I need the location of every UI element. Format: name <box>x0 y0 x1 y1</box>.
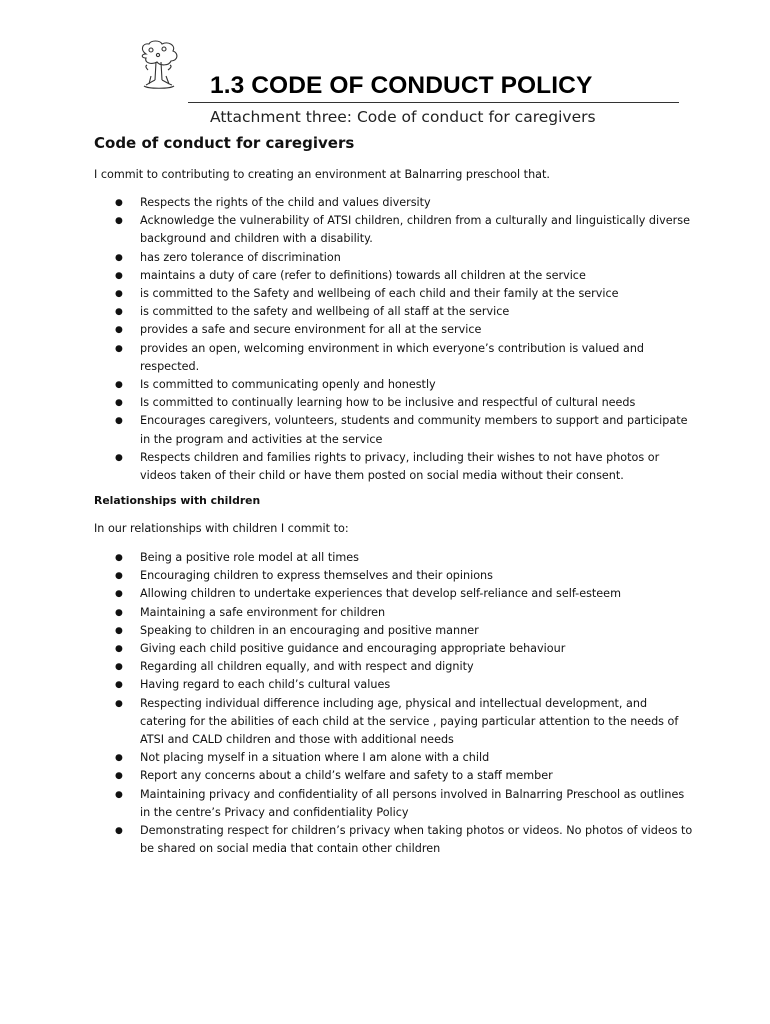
list-item: ● Regarding all children equally, and with respect and dignity <box>94 658 694 676</box>
bullet-icon: ● <box>115 343 123 354</box>
list-item: ● maintains a duty of care (refer to definitions) towards all children at the service <box>94 267 694 285</box>
bullet-icon: ● <box>115 398 123 409</box>
bullet-icon: ● <box>115 789 123 800</box>
list-item: ● provides an open, welcoming environment in which everyone’s contribution is valued and respected. <box>115 341 645 373</box>
bullet-icon: ● <box>115 216 123 227</box>
list-item: ● Encourages caregivers, volunteers, students and community members to support and participate in the program and activities at the service <box>115 414 688 446</box>
relationships-commitments-list <box>94 549 694 858</box>
bullet-icon: ● <box>115 307 123 318</box>
bullet-icon: ● <box>115 553 123 563</box>
bullet-icon: ● <box>115 252 123 263</box>
list-item: ● Encouraging children to express themselves and their opinions <box>94 567 694 585</box>
list-item: ● Is committed to continually learning how to be inclusive and respectful of cultural needs <box>94 394 694 412</box>
bullet-icon: ● <box>115 380 123 391</box>
bullet-icon: ● <box>115 771 123 782</box>
bullet-icon: ● <box>115 289 123 300</box>
list-item: ● provides a safe and secure environment for all at the service <box>94 321 694 339</box>
list-item: ● Respects children and families rights to privacy, including their wishes to not have photos or videos taken of their child or have them posted on social media without their consent. <box>115 450 660 483</box>
bullet-icon: ● <box>115 644 123 655</box>
caregiver-commitments-list <box>94 194 694 485</box>
bullet-icon: ● <box>115 625 123 636</box>
list-item: ● Maintaining privacy and confidentiality of all persons involved in Balnarring Preschool as outlines in the centre’s Privacy and confidentiality Policy <box>115 787 685 819</box>
title-underline <box>188 102 679 103</box>
list-item: ● Is committed to communicating openly and honestly <box>94 376 694 394</box>
section-intro: I commit to contributing to creating an environment at Balnarring preschool that. <box>94 168 550 181</box>
relationships-intro: In our relationships with children I commit to: <box>94 522 349 535</box>
list-item: ● has zero tolerance of discrimination <box>94 249 694 267</box>
list-item: ● Giving each child positive guidance and encouraging appropriate behaviour <box>94 640 694 658</box>
bullet-icon: ● <box>115 416 123 427</box>
page-subtitle: Attachment three: Code of conduct for caregivers <box>210 108 596 126</box>
list-item: ● is committed to the Safety and wellbeing of each child and their family at the service <box>94 285 694 303</box>
bullet-icon: ● <box>115 571 123 582</box>
bullet-icon: ● <box>115 198 123 208</box>
list-item: ● Acknowledge the vulnerability of ATSI children, children from a culturally and linguistically diverse background and children with a disability. <box>115 214 690 246</box>
list-item: ● Respecting individual difference including age, physical and intellectual development, and catering for the abilities of each child at the service , paying particular attention to the needs of ATSI and CALD children and those with additional needs <box>115 696 679 747</box>
list-item: ● Report any concerns about a child’s welfare and safety to a staff member <box>94 767 694 785</box>
list-item: ● Having regard to each child’s cultural values <box>94 676 694 694</box>
bullet-icon: ● <box>115 607 123 618</box>
list-item: ● Allowing children to undertake experiences that develop self-reliance and self-esteem <box>94 585 694 603</box>
bullet-icon: ● <box>115 753 123 764</box>
preschool-tree-logo-icon <box>136 40 182 96</box>
list-item: ● Demonstrating respect for children’s privacy when taking photos or videos. No photos of videos to be shared on social media that contain other children <box>115 824 693 856</box>
list-item: ● Not placing myself in a situation where I am alone with a child <box>94 749 694 767</box>
bullet-icon: ● <box>115 698 123 709</box>
list-item: ● Speaking to children in an encouraging and positive manner <box>94 622 694 640</box>
bullet-icon: ● <box>115 826 123 837</box>
bullet-icon: ● <box>115 680 123 691</box>
list-item: ● is committed to the safety and wellbeing of all staff at the service <box>94 303 694 321</box>
bullet-icon: ● <box>115 452 123 463</box>
relationships-heading: Relationships with children <box>94 494 261 507</box>
list-item: ● Being a positive role model at all times <box>94 549 694 567</box>
bullet-icon: ● <box>115 270 123 281</box>
list-item: ● Respects the rights of the child and values diversity <box>94 194 694 212</box>
list-item: ● Maintaining a safe environment for children <box>94 604 694 622</box>
bullet-icon: ● <box>115 662 123 673</box>
bullet-icon: ● <box>115 589 123 600</box>
bullet-icon: ● <box>115 325 123 336</box>
section-heading: Code of conduct for caregivers <box>94 134 355 152</box>
page-title: 1.3 CODE OF CONDUCT POLICY <box>210 72 593 99</box>
